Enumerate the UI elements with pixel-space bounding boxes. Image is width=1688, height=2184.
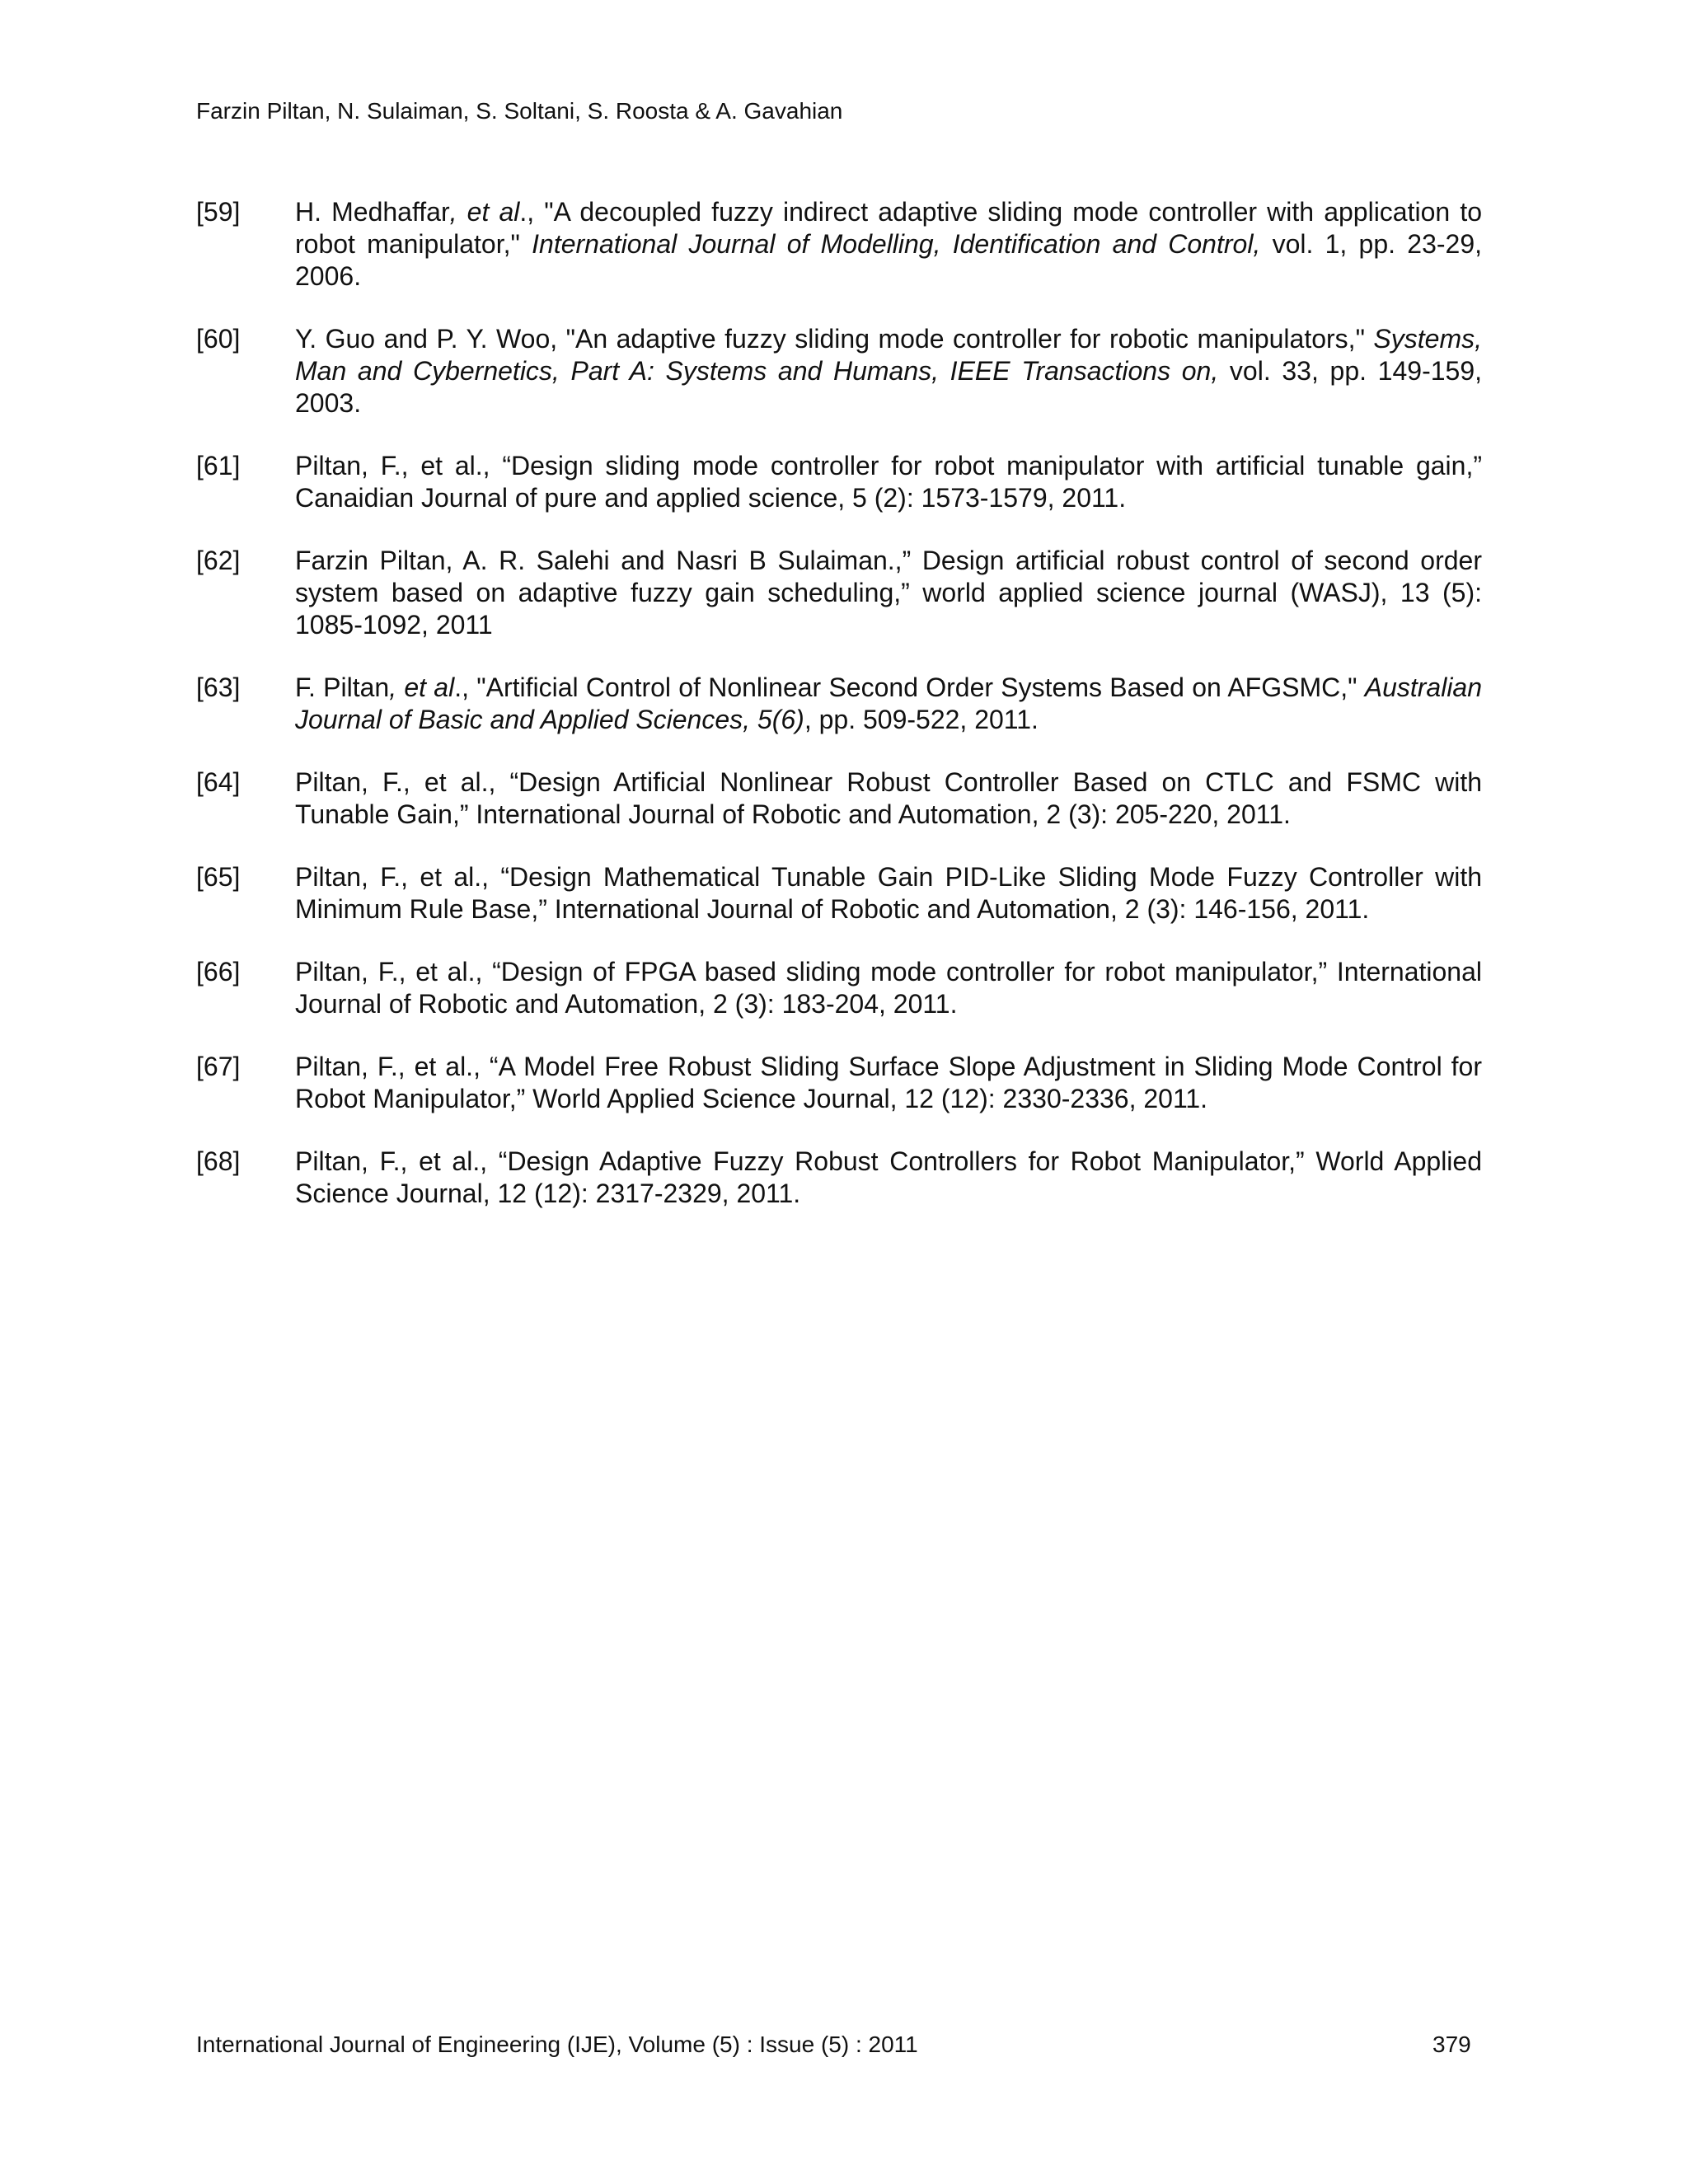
reference-number: [64] [196, 767, 241, 797]
reference-text [295, 545, 1482, 641]
reference-number: [59] [196, 197, 241, 227]
reference-number: [65] [196, 862, 241, 892]
reference-item [196, 956, 1482, 1020]
reference-text-part: Piltan, F., et al., “Design of FPGA based sliding mode controller for robot manipulator,” International Journal of Robotic and Automation, 2 (3): 183-204, 2011. [295, 957, 1482, 1019]
reference-text-part: F. Piltan [295, 673, 390, 702]
reference-text-part: Y. Guo and P. Y. Woo, "An adaptive fuzzy sliding mode controller for robotic manipulators," [295, 324, 1374, 354]
reference-text [295, 196, 1482, 293]
reference-text-part: vol. 33, pp. 149-159, 2003. [295, 356, 1483, 418]
reference-journal-title: International Journal of Modelling, Identification and Control, [532, 229, 1261, 259]
reference-number: [62] [196, 546, 241, 575]
reference-item [196, 450, 1482, 514]
reference-list [196, 196, 1482, 1240]
reference-number: [68] [196, 1146, 241, 1176]
reference-italic-part: , et al [389, 673, 455, 702]
reference-text-part: , pp. 509-522, 2011. [804, 705, 1039, 734]
reference-item [196, 766, 1482, 831]
reference-item [196, 323, 1482, 419]
reference-item [196, 196, 1482, 293]
reference-text-part: Piltan, F., et al., “Design Mathematical Tunable Gain PID-Like Sliding Mode Fuzzy Controller with Minimum Rule Base,” International Journal of Robotic and Automation, 2 (3): 146-156, 2011. [295, 862, 1482, 924]
reference-item [196, 545, 1482, 641]
reference-text-part: Piltan, F., et al., “Design sliding mode controller for robot manipulator with artificial tunable gain,” Canaidian Journal of pure and applied science, 5 (2): 1573-1579, 2011. [295, 451, 1482, 513]
reference-text [295, 1146, 1482, 1210]
reference-text-part: ., "Artificial Control of Nonlinear Second Order Systems Based on AFGSMC," [454, 673, 1365, 702]
reference-text-part: Piltan, F., et al., “Design Adaptive Fuzzy Robust Controllers for Robot Manipulator,” World Applied Science Journal, 12 (12): 2317-2329, 2011. [295, 1146, 1482, 1208]
reference-text [295, 956, 1482, 1020]
reference-text [295, 323, 1482, 419]
reference-text-part: Farzin Piltan, A. R. Salehi and Nasri B Sulaiman.,” Design artificial robust control of second order system based on adaptive fuzzy gain scheduling,” world applied science journal (WASJ), 13 (5): 1085-1092, 2011 [295, 546, 1482, 640]
reference-journal-title: Australian Journal of Basic and Applied Sciences, 5(6) [295, 673, 1483, 734]
reference-text [295, 861, 1482, 926]
reference-text-part: ., "A decoupled fuzzy indirect adaptive sliding mode controller with application to robot manipulator," [295, 197, 1483, 259]
footer-journal-info: International Journal of Engineering (IJE), Volume (5) : Issue (5) : 2011 [196, 2032, 918, 2057]
reference-text [295, 766, 1482, 831]
reference-number: [60] [196, 324, 241, 354]
reference-text-part: Piltan, F., et al., “Design Artificial Nonlinear Robust Controller Based on CTLC and FSMC with Tunable Gain,” International Journal of Robotic and Automation, 2 (3): 205-220, 2011. [295, 767, 1482, 829]
reference-text [295, 1051, 1482, 1115]
reference-item [196, 1146, 1482, 1210]
reference-number: [61] [196, 451, 241, 480]
reference-item [196, 672, 1482, 736]
reference-number: [67] [196, 1052, 241, 1081]
reference-text [295, 672, 1482, 736]
reference-number: [66] [196, 957, 241, 987]
footer-page-number: 379 [1432, 2032, 1471, 2057]
reference-journal-title: Systems, Man and Cybernetics, Part A: Systems and Humans, IEEE Transactions on, [295, 324, 1482, 386]
running-header-authors: Farzin Piltan, N. Sulaiman, S. Soltani, S. Roosta & A. Gavahian [196, 98, 843, 124]
reference-italic-part: , et al [449, 197, 520, 227]
reference-text-part: H. Medhaffar [295, 197, 450, 227]
reference-item [196, 861, 1482, 926]
reference-text-part: Piltan, F., et al., “A Model Free Robust Sliding Surface Slope Adjustment in Sliding Mode Control for Robot Manipulator,” World Applied Science Journal, 12 (12): 2330-2336, 2011. [295, 1052, 1482, 1113]
reference-item [196, 1051, 1482, 1115]
reference-text [295, 450, 1482, 514]
reference-number: [63] [196, 673, 241, 702]
reference-text-part: vol. 1, pp. 23-29, 2006. [295, 229, 1483, 291]
